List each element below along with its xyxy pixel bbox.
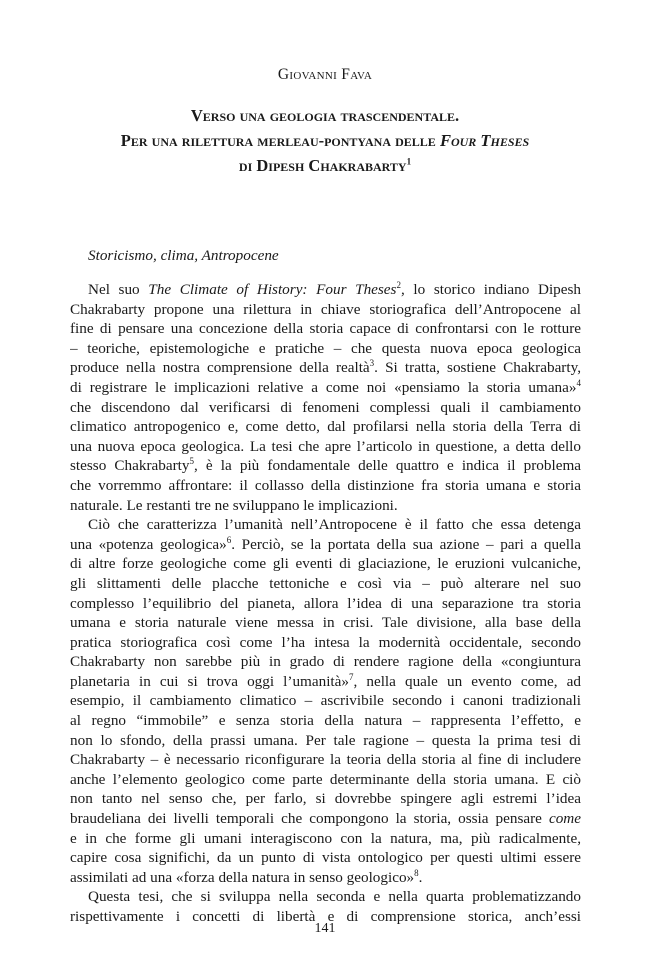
footnote-ref: 8: [414, 867, 419, 878]
line-text: Chakrabarty non sarebbe più in grado di rendere ragione della «congiuntura: [70, 653, 581, 671]
section-heading: Storicismo, clima, Antropocene: [88, 247, 279, 264]
footnote-mark: 1: [406, 156, 412, 167]
line-text: produce nella nostra comprensione della realtà: [70, 359, 370, 377]
line-text: – teoriche, epistemologiche e pratiche – che questa nuova epoca geologica: [70, 339, 581, 357]
author-name: Giovanni Fava: [277, 66, 373, 83]
article-title: [0, 103, 650, 178]
line-text: naturale. Le restanti tre ne sviluppano le implicazioni.: [70, 496, 398, 514]
text-line: [70, 809, 581, 829]
line-text: .: [418, 868, 423, 886]
line-text: Questa tesi, che si sviluppa nella seconda e nella quarta problematizzando: [88, 888, 581, 906]
line-text: anche l’elemento geologico come parte determinante della storia umana. E ciò: [70, 770, 581, 788]
text-line: [70, 319, 581, 339]
title-line-3: [0, 153, 650, 178]
footnote-ref: 6: [226, 534, 232, 545]
footnote-ref: 7: [348, 671, 354, 682]
page-number: 141: [314, 921, 336, 936]
italic-text: The Climate of History: Four Theses: [148, 281, 397, 298]
title-line-2-italic: Four Theses: [439, 131, 530, 150]
body-text: [70, 280, 581, 927]
text-line: [70, 633, 581, 653]
line-text: non tanto nel senso che, per farlo, si dovrebbe spingere agli estremi l’idea: [70, 790, 581, 808]
text-line: [70, 554, 581, 574]
line-text: braudeliana dei livelli temporali che compongono la storia, ossia pensare: [70, 810, 549, 828]
line-text: stesso Chakrabarty: [70, 457, 190, 475]
text-line: [70, 613, 581, 633]
text-line: [70, 750, 581, 770]
line-text: al regno “immobile” e senza storia della natura – rappresenta l’effetto, e: [70, 712, 581, 730]
title-line-2-text: Per una rilettura merleau-pontyana delle: [120, 131, 440, 150]
line-text: fine di pensare una concezione della storia capace di confrontarsi con le rotture: [70, 320, 581, 338]
line-text: gli slittamenti delle placche tettoniche e così via – può alterare nel suo: [70, 574, 581, 592]
line-text: una nuova epoca geologica. La tesi che apre l’articolo in questione, a detta dello: [70, 437, 581, 455]
footnote-ref: 5: [189, 456, 194, 467]
title-line-3-text: di Dipesh Chakrabarty: [238, 156, 407, 175]
text-line: [70, 437, 581, 457]
text-line: [70, 280, 581, 300]
text-line: [70, 652, 581, 672]
text-line: [70, 829, 581, 849]
line-text: Nel suo: [88, 281, 149, 298]
line-text: Ciò che caratterizza l’umanità nell’Antropocene è il fatto che essa detenga: [88, 516, 581, 534]
line-text: rispettivamente i concetti di libertà e di comprensione storica, anch’essi: [70, 908, 581, 925]
text-line: [70, 456, 581, 476]
title-line-1: Verso una geologia trascendentale.: [190, 106, 460, 125]
line-text: pratica storiografica così come l’ha intesa la modernità occidentale, secondo: [70, 633, 581, 651]
text-line: [70, 476, 581, 496]
text-line: [70, 731, 581, 751]
line-text: , è la più fondamentale delle quattro e indica il problema: [193, 457, 581, 475]
line-text: e in che forme gli umani interagiscono con la natura, ma, più radicalmente,: [70, 829, 581, 847]
text-line: [70, 515, 581, 535]
text-line: [70, 887, 581, 907]
text-line: [70, 378, 581, 398]
footnote-ref: 2: [396, 280, 401, 290]
line-text: complesso l’equilibrio del pianeta, allora l’idea di una separazione tra storia: [70, 594, 581, 612]
line-text: Chakrabarty propone una rilettura in chiave storiografica dell’Antropocene al: [70, 300, 581, 318]
line-text: . Perciò, se la portata della sua azione – pari a quella: [231, 535, 581, 553]
italic-text: come: [548, 810, 581, 828]
text-line: [70, 339, 581, 359]
line-text: . Si tratta, sostiene Chakrabarty,: [374, 359, 581, 377]
footnote-ref: 3: [369, 358, 375, 369]
text-line: [70, 417, 581, 437]
line-text: assimilati ad una «forza della natura in senso geologico»: [70, 868, 415, 886]
text-line: [70, 398, 581, 418]
line-text: , lo storico indiano Dipesh: [400, 281, 581, 298]
text-line: [70, 358, 581, 378]
title-line-2: [0, 128, 650, 153]
line-text: capire cosa significhi, da un punto di vista ontologico per questi ultimi essere: [70, 849, 581, 867]
line-text: climatico antropogenico e, come detto, dal profilarsi nella storia della Terra di: [70, 418, 581, 436]
line-text: umana e storia naturale viene messa in crisi. Tale divisione, alla base della: [70, 614, 581, 632]
text-line: [70, 868, 581, 888]
footnote-ref: 4: [576, 377, 581, 388]
text-line: [70, 691, 581, 711]
text-line: [70, 535, 581, 555]
text-line: [70, 594, 581, 614]
text-line: [70, 711, 581, 731]
text-line: [70, 496, 581, 516]
line-text: esempio, il cambiamento climatico – ascrivibile secondo i canoni tradizionali: [70, 692, 581, 710]
line-text: non lo sfondo, della prassi umana. Per tale ragione – questa la prima tesi di: [70, 731, 581, 749]
line-text: di altre forze geologiche come gli eventi di glaciazione, le eruzioni vulcaniche,: [70, 555, 581, 573]
text-line: [70, 770, 581, 790]
text-line: [70, 300, 581, 320]
line-text: planetaria in cui si trova oggi l’umanità»: [70, 672, 349, 690]
text-line: [70, 672, 581, 692]
text-line: [70, 574, 581, 594]
line-text: Chakrabarty – è necessario riconfigurare la teoria della storia al fine di includere: [70, 751, 581, 769]
line-text: che discendono dal verificarsi di fenomeni complessi quali il cambiamento: [70, 398, 581, 416]
line-text: di registrare le implicazioni relative a come noi «pensiamo la storia umana»: [70, 378, 577, 396]
line-text: , nella quale un evento come, ad: [353, 672, 581, 690]
line-text: che vorremmo affrontare: il collasso della distinzione fra storia umana e storia: [70, 476, 581, 494]
text-line: [70, 848, 581, 868]
text-line: [70, 789, 581, 809]
line-text: una «potenza geologica»: [70, 535, 227, 553]
